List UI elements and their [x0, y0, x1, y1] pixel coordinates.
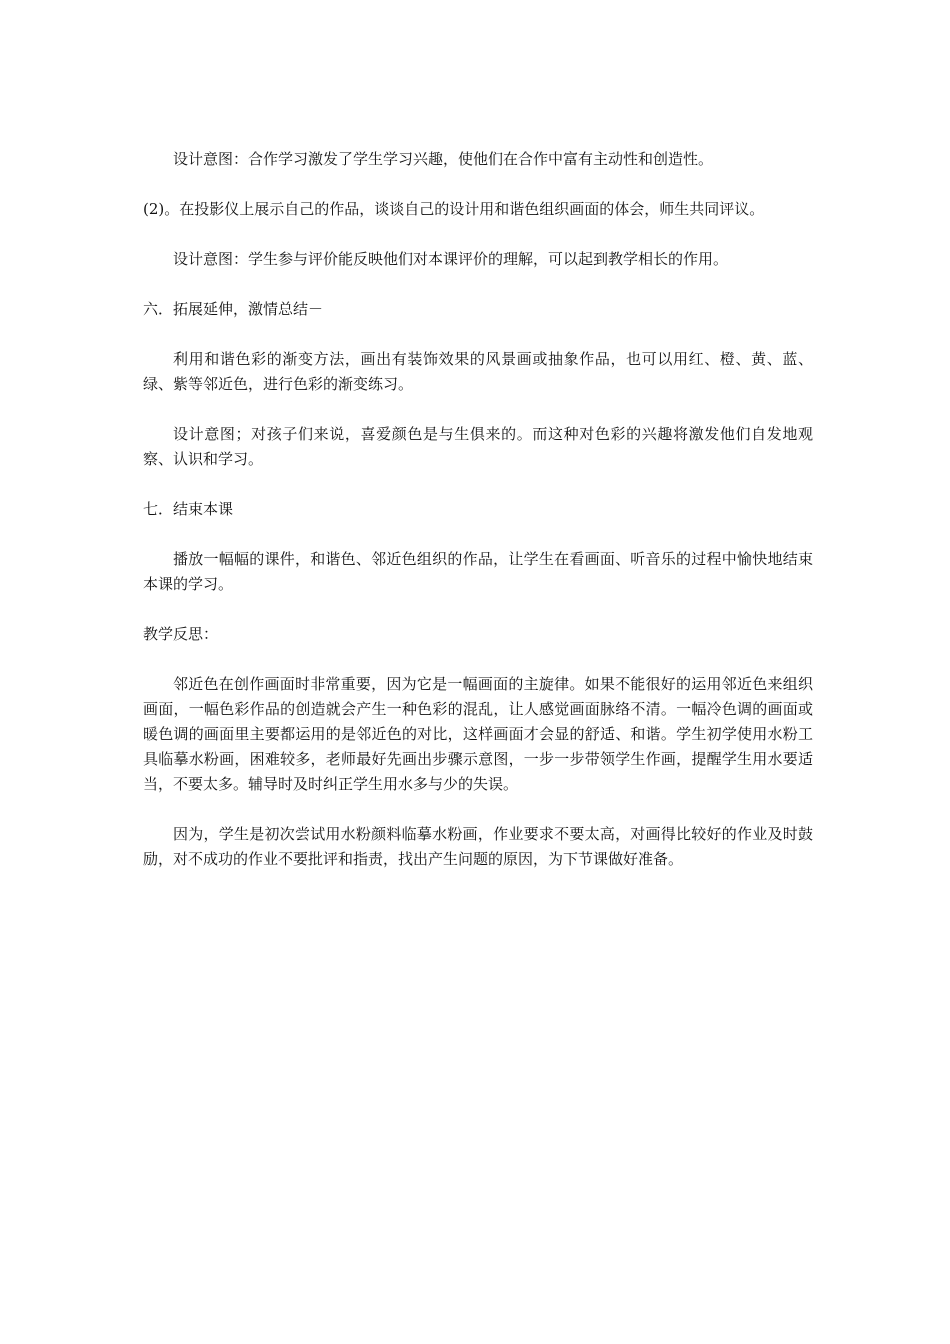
paragraph-step-2: (2)。在投影仪上展示自己的作品，谈谈自己的设计用和谐色组织画面的体会，师生共同评议。: [143, 200, 765, 218]
paragraph-design-intent-2: 设计意图：学生参与评价能反映他们对本课评价的理解，可以起到教学相长的作用。: [173, 250, 729, 268]
section-heading-7: 七．结束本课: [143, 500, 234, 518]
section-heading-reflection: 教学反思：: [143, 625, 219, 643]
paragraph-reflection-1: 邻近色在创作画面时非常重要，因为它是一幅画面的主旋律。如果不能很好的运用邻近色来组织画面，一幅色彩作品的创造就会产生一种色彩的混乱，让人感觉画面脉络不清。一幅冷色调的画面或暖色调的画面里主要都运用的是邻近色的对比，这样画面才会显的舒适、和谐。学生初学使用水粉工具临摹水粉画，困难较多，老师最好先画出步骤示意图，一步一步带领学生作画，提醒学生用水要适当，不要太多。辅导时及时纠正学生用水多与少的失误。: [143, 675, 813, 793]
paragraph-design-intent-3: 设计意图；对孩子们来说，喜爱颜色是与生俱来的。而这种对色彩的兴趣将激发他们自发地观察、认识和学习。: [143, 425, 813, 468]
paragraph-design-intent-1: 设计意图：合作学习激发了学生学习兴趣，使他们在合作中富有主动性和创造性。: [173, 150, 714, 168]
section-heading-6: 六．拓展延伸，激情总结－: [143, 300, 324, 318]
paragraph-closing: 播放一幅幅的课件，和谐色、邻近色组织的作品，让学生在看画面、听音乐的过程中愉快地结束本课的学习。: [143, 550, 813, 593]
paragraph-extension: 利用和谐色彩的渐变方法，画出有装饰效果的风景画或抽象作品，也可以用红、橙、黄、蓝、绿、紫等邻近色，进行色彩的渐变练习。: [143, 350, 813, 393]
paragraph-reflection-2: 因为，学生是初次尝试用水粉颜料临摹水粉画，作业要求不要太高，对画得比较好的作业及时鼓励，对不成功的作业不要批评和指责，找出产生问题的原因，为下节课做好准备。: [143, 825, 813, 868]
document-body: [143, 147, 813, 897]
